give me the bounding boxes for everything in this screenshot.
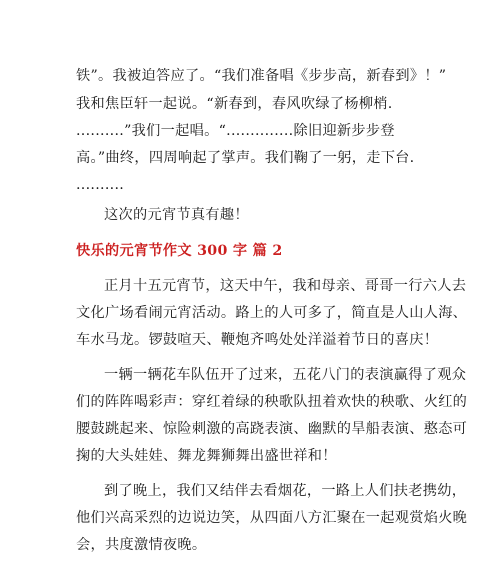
closing-line: 这次的元宵节真有趣！ [104, 207, 249, 223]
section-heading: 快乐的元宵节作文 300 字 篇 2 [76, 243, 283, 259]
text-line: ..........”我们一起唱。“..............除旧迎新步步登 [76, 123, 395, 139]
text-line: 高。”曲终，四周响起了掌声。我们鞠了一躬，走下台. [76, 150, 415, 166]
text-line: .......... [76, 177, 125, 193]
paragraph-2-line-4: 掬的大头娃娃、舞龙舞狮舞出盛世祥和！ [76, 448, 337, 464]
paragraph-1-line-1: 正月十五元宵节，这天中午，我和母亲、哥哥一行六人去 [104, 278, 467, 294]
paragraph-2-line-2: 们的阵阵喝彩声：穿红着绿的秧歌队扭着欢快的秧歌、火红的 [76, 394, 468, 410]
paragraph-2-line-3: 腰鼓跳起来、惊险刺激的高跷表演、幽默的旱船表演、憨态可 [76, 421, 468, 437]
paragraph-3-line-1: 到了晚上，我们又结伴去看烟花，一路上人们扶老携幼， [104, 483, 467, 499]
text-line: 我和焦臣轩一起说。“新春到，春风吹绿了杨柳梢. [76, 96, 393, 112]
paragraph-3-line-3: 会，共度激情夜晚。 [76, 537, 207, 553]
paragraph-3-line-2: 他们兴高采烈的边说边笑，从四面八方汇聚在一起观赏焰火晚 [76, 510, 468, 526]
paragraph-2-line-1: 一辆一辆花车队伍开了过来，五花八门的表演赢得了观众 [104, 367, 467, 383]
paragraph-1-line-3: 车水马龙。锣鼓喧天、鞭炮齐鸣处处洋溢着节日的喜庆！ [76, 332, 439, 348]
paragraph-1-line-2: 文化广场看闹元宵活动。路上的人可多了，简直是人山人海、 [76, 305, 468, 321]
text-line: 铁”。我被迫答应了。“我们准备唱《步步高，新春到》！” [76, 68, 447, 84]
